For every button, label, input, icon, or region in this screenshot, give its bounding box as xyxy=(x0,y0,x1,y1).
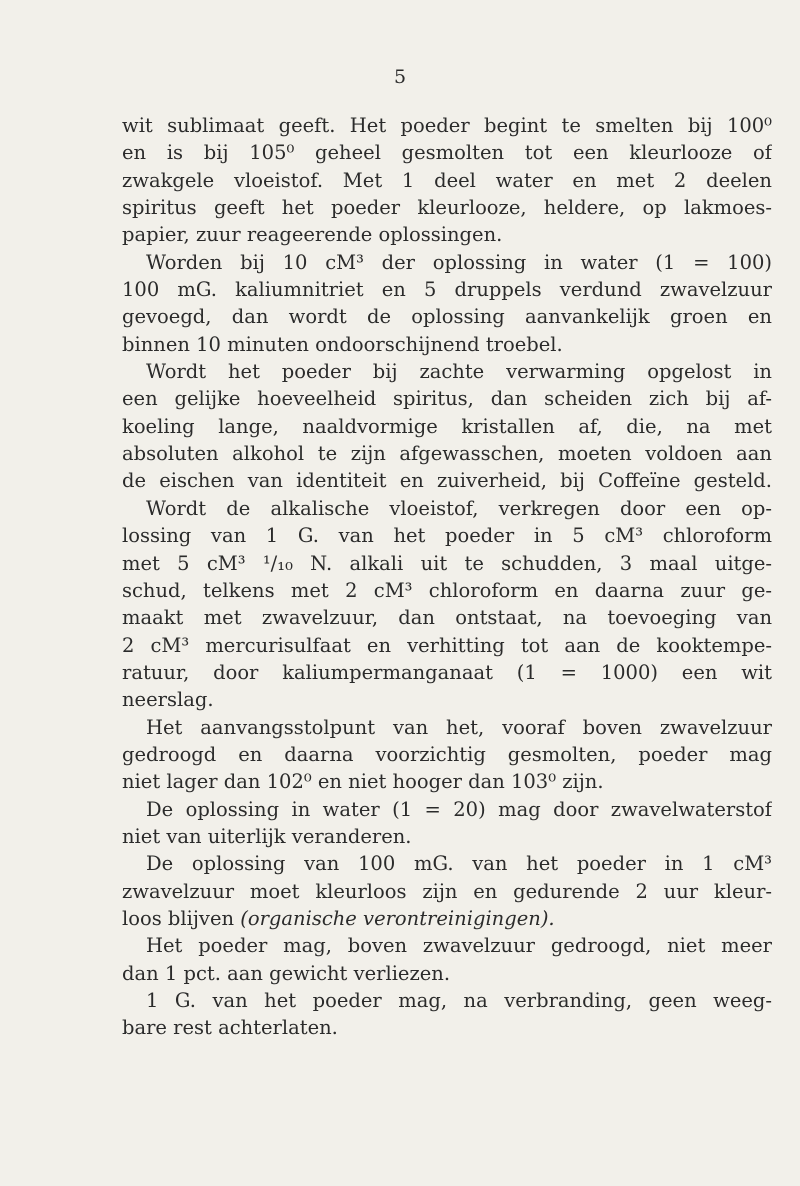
page-number: 5 xyxy=(393,66,407,88)
text-line xyxy=(122,659,772,686)
text-line xyxy=(122,221,772,248)
line-text: Wordt de alkalische vloeistof, verkregen door een op- xyxy=(146,496,772,520)
line-text: schud, telkens met 2 cM³ chloroform en daarna zuur ge- xyxy=(122,578,772,602)
line-text: wit sublimaat geeft. Het poeder begint te smelten bij 100⁰ xyxy=(122,114,772,137)
line-text: koeling lange, naaldvormige kristallen af, die, na met xyxy=(122,414,772,438)
line-text: de eischen van identiteit en zuiverheid, bij Coffeïne gesteld. xyxy=(122,469,772,493)
text-line xyxy=(122,303,772,330)
text-line xyxy=(122,1014,772,1041)
text-line xyxy=(122,850,772,877)
line-text: een gelijke hoeveelheid spiritus, dan scheiden zich bij af- xyxy=(122,387,772,411)
text-line xyxy=(122,796,772,823)
text-line xyxy=(122,987,772,1014)
text-line xyxy=(122,167,772,194)
line-text: niet van uiterlijk veranderen. xyxy=(122,824,412,848)
text-line xyxy=(122,577,772,604)
text-line xyxy=(122,632,772,659)
line-text: met 5 cM³ ¹/₁₀ N. alkali uit te schudden, 3 maal uitge- xyxy=(122,551,772,575)
text-line xyxy=(122,550,772,577)
text-line xyxy=(122,249,772,276)
text-line xyxy=(122,686,772,713)
line-text: Het poeder mag, boven zwavelzuur gedroogd, niet meer xyxy=(146,934,772,958)
line-text: binnen 10 minuten ondoorschijnend troebel. xyxy=(122,332,563,356)
text-line xyxy=(122,932,772,959)
text-line xyxy=(122,467,772,494)
text-line xyxy=(122,276,772,303)
text-line xyxy=(122,878,772,905)
text-line xyxy=(122,139,772,166)
line-text: Wordt het poeder bij zachte verwarming opgelost in xyxy=(146,360,772,384)
line-text: loos blijven xyxy=(122,906,241,930)
line-text: zwakgele vloeistof. Met 1 deel water en met 2 deelen xyxy=(122,168,772,192)
line-text: dan 1 pct. aan gewicht verliezen. xyxy=(122,961,451,985)
text-line xyxy=(122,413,772,440)
line-text: gevoegd, dan wordt de oplossing aanvankelijk groen en xyxy=(122,305,772,329)
line-text: en is bij 105⁰ geheel gesmolten tot een kleurlooze of xyxy=(122,141,772,165)
text-line xyxy=(122,905,772,932)
text-line xyxy=(122,823,772,850)
line-text: Het aanvangsstolpunt van het, vooraf boven zwavelzuur xyxy=(146,715,772,739)
line-text: 100 mG. kaliumnitriet en 5 druppels verdund zwavelzuur xyxy=(122,278,772,302)
text-line xyxy=(122,331,772,358)
line-text: papier, zuur reageerende oplossingen. xyxy=(122,223,503,247)
line-text: niet lager dan 102⁰ en niet hooger dan 103⁰ zijn. xyxy=(122,770,604,794)
text-line xyxy=(122,522,772,549)
line-text: absoluten alkohol te zijn afgewasschen, moeten voldoen aan xyxy=(122,442,772,466)
line-text: gedroogd en daarna voorzichtig gesmolten, poeder mag xyxy=(122,742,772,766)
line-text: De oplossing in water (1 = 20) mag door zwavelwaterstof xyxy=(146,797,772,821)
text-line xyxy=(122,714,772,741)
line-text: bare rest achterlaten. xyxy=(122,1016,338,1040)
line-text: De oplossing van 100 mG. van het poeder in 1 cM³ xyxy=(146,852,772,876)
line-text: maakt met zwavelzuur, dan ontstaat, na toevoeging van xyxy=(122,606,772,630)
text-line xyxy=(122,604,772,631)
line-text: zwavelzuur moet kleurloos zijn en gedurende 2 uur kleur- xyxy=(122,879,772,903)
line-text: 2 cM³ mercurisulfaat en verhitting tot aan de kooktempe- xyxy=(122,633,772,657)
text-line xyxy=(122,358,772,385)
text-line xyxy=(122,440,772,467)
body-text xyxy=(122,112,772,1042)
text-line xyxy=(122,495,772,522)
line-text: spiritus geeft het poeder kleurlooze, heldere, op lakmoes- xyxy=(122,196,772,220)
text-line xyxy=(122,960,772,987)
text-line xyxy=(122,768,772,795)
line-text: ratuur, door kaliumpermanganaat (1 = 1000) een wit xyxy=(122,660,772,684)
line-text: neerslag. xyxy=(122,688,214,712)
line-italic-text: (organische verontreinigingen). xyxy=(240,906,555,930)
line-text: lossing van 1 G. van het poeder in 5 cM³ chloroform xyxy=(122,524,772,548)
text-line xyxy=(122,112,772,139)
text-line xyxy=(122,741,772,768)
text-line xyxy=(122,385,772,412)
text-line xyxy=(122,194,772,221)
line-text: Worden bij 10 cM³ der oplossing in water (1 = 100) xyxy=(146,250,772,274)
line-text: 1 G. van het poeder mag, na verbranding, geen weeg- xyxy=(146,989,772,1012)
